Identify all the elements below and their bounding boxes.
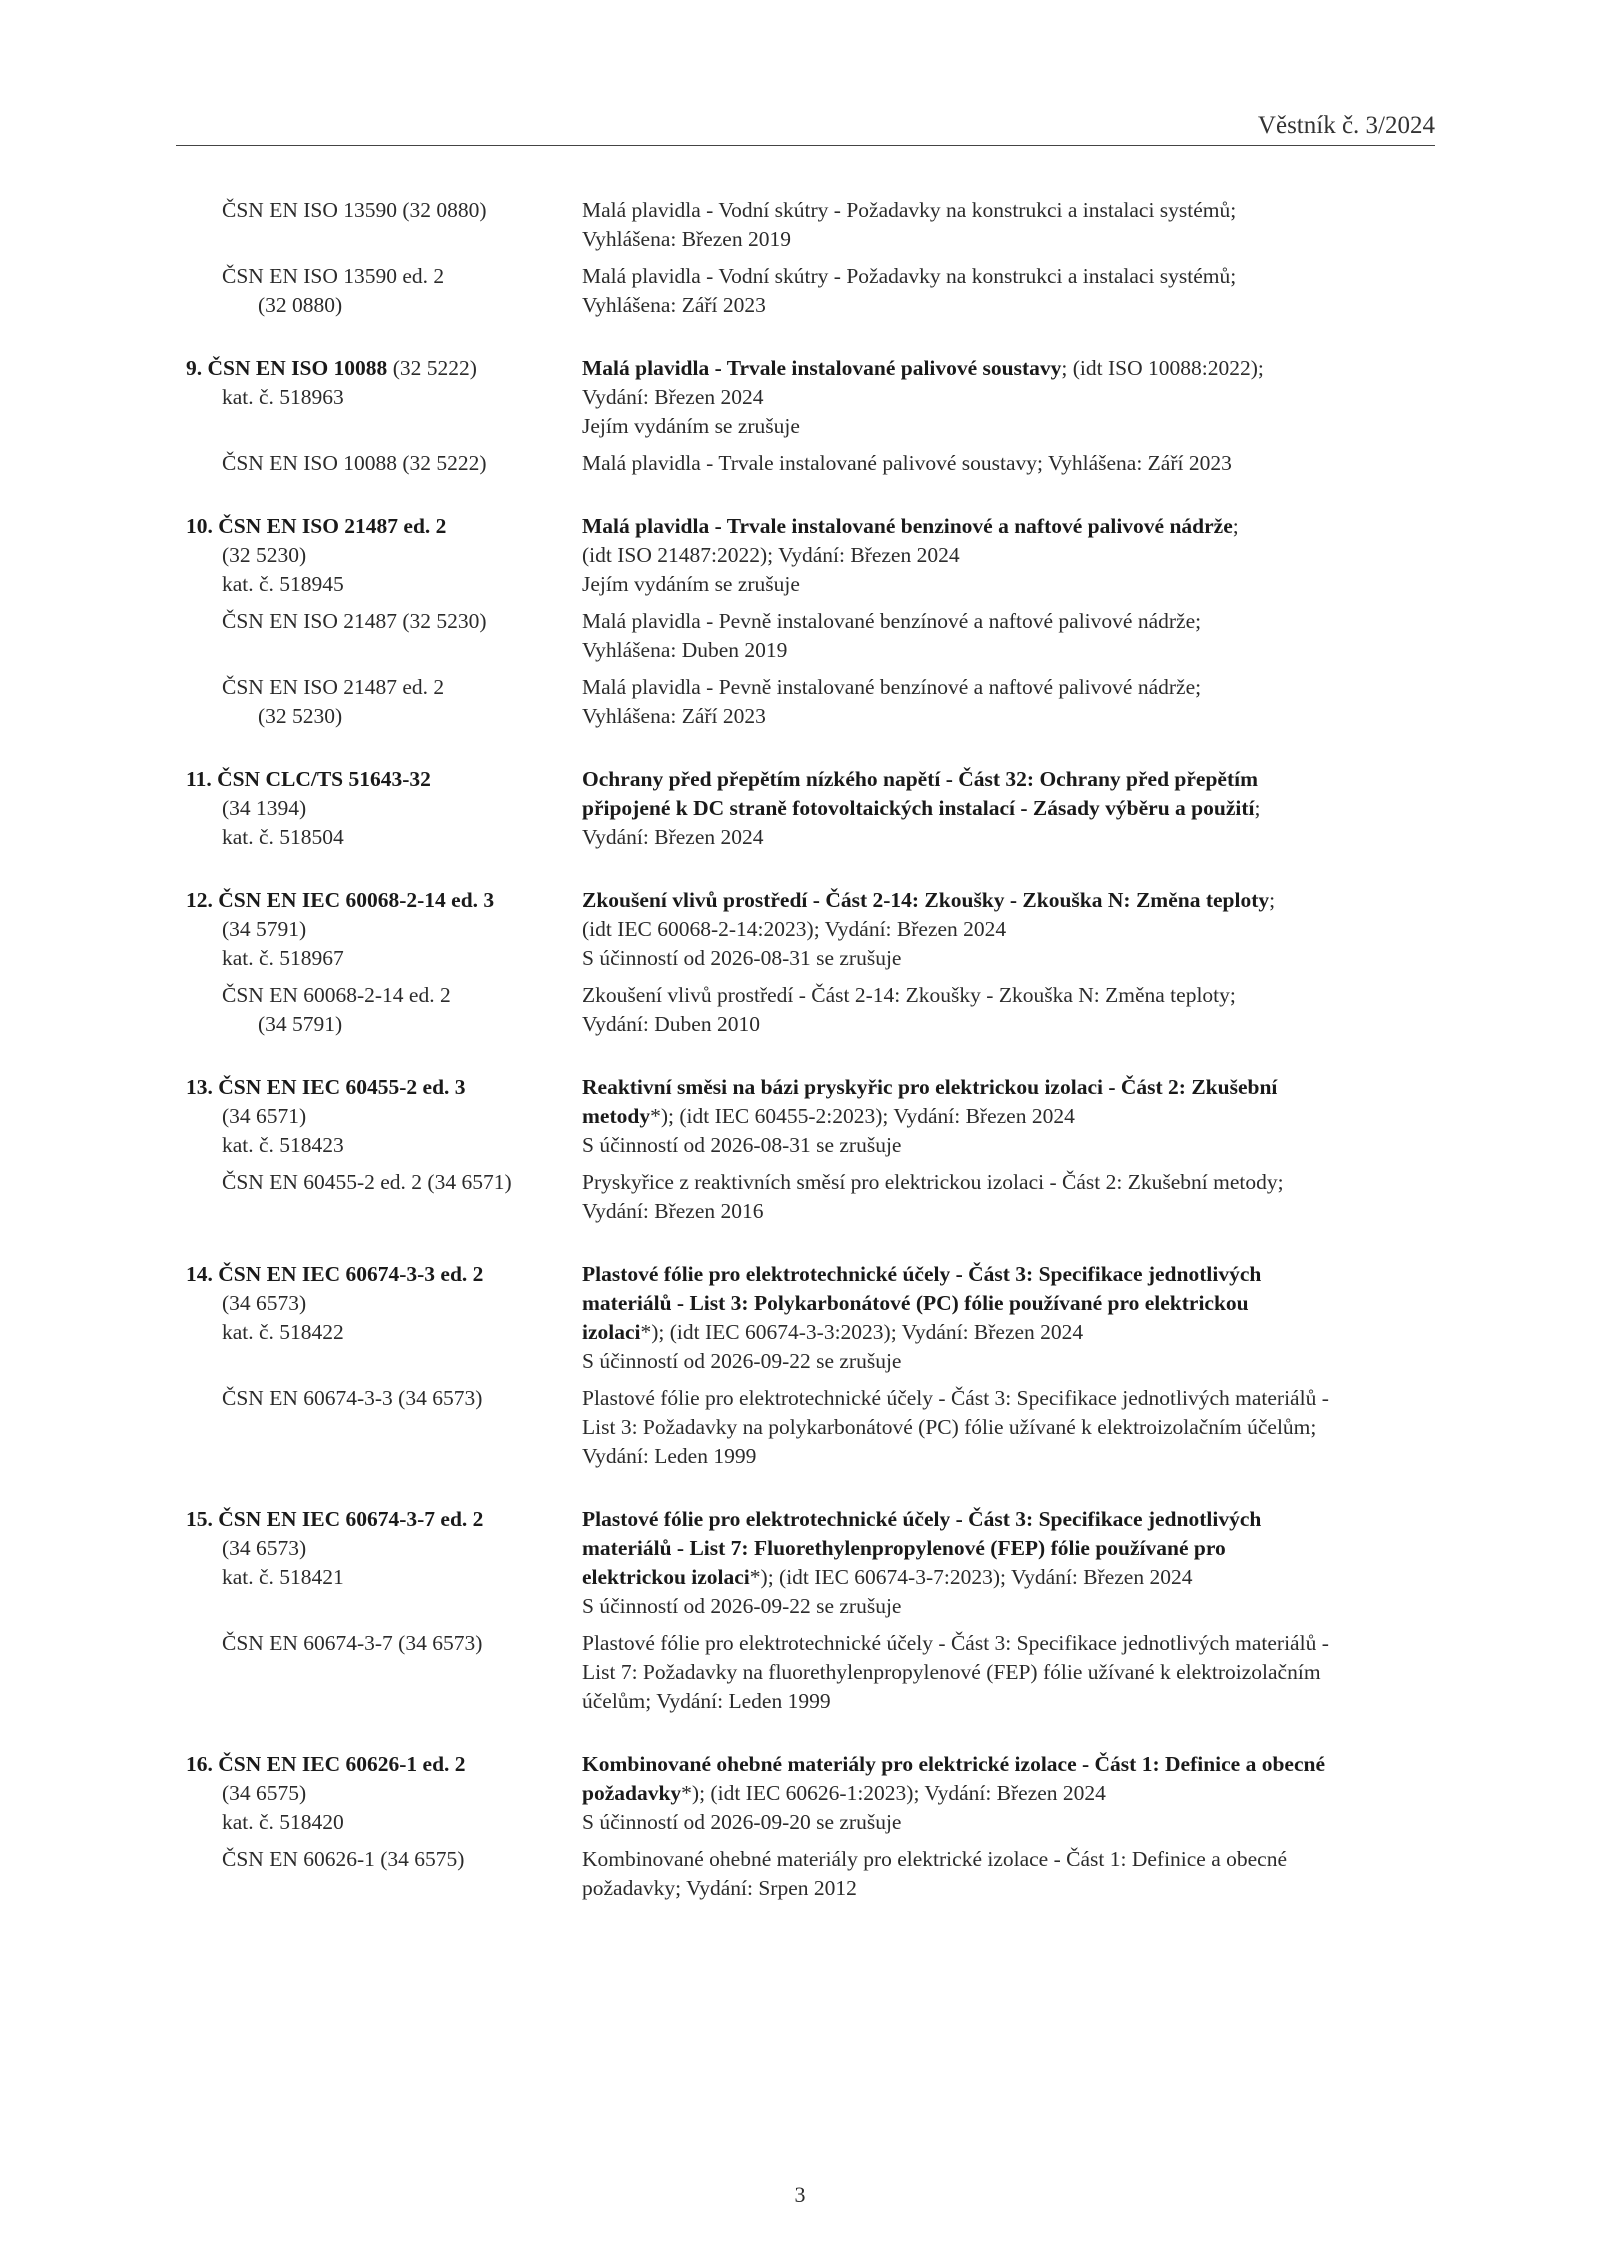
description-line bbox=[582, 1505, 1436, 1534]
description-line: Malá plavidla - Vodní skútry - Požadavky na konstrukci a instalaci systémů; bbox=[582, 264, 1237, 288]
entry-number: 15. bbox=[186, 1507, 213, 1531]
standard-entry bbox=[176, 765, 1436, 852]
entry-number: 12. bbox=[186, 888, 213, 912]
description-line: Vydání: Březen 2016 bbox=[582, 1199, 764, 1223]
description-line: Malá plavidla - Vodní skútry - Požadavky na konstrukci a instalaci systémů; bbox=[582, 198, 1237, 222]
description-line: Jejím vydáním se zrušuje bbox=[582, 572, 800, 596]
standard-code-line: (34 6573) bbox=[222, 1536, 307, 1560]
page-number: 3 bbox=[794, 2182, 806, 2207]
standard-heading-line bbox=[186, 765, 582, 794]
standard-entry bbox=[176, 1260, 1436, 1471]
standard-title: Ochrany před přepětím nízkého napětí - Část 32: Ochrany před přepětím bbox=[582, 767, 1259, 791]
description-line: Kombinované ohebné materiály pro elektrické izolace - Část 1: Definice a obecné bbox=[582, 1847, 1288, 1871]
new-standard-row bbox=[176, 354, 1436, 441]
entry-number: 10. bbox=[186, 514, 213, 538]
new-standard-row bbox=[176, 512, 1436, 599]
standard-title-suffix: ; bbox=[1269, 888, 1276, 912]
replaced-standard-description bbox=[582, 196, 1436, 254]
standard-title-suffix: ; bbox=[1254, 796, 1261, 820]
description-line: (idt IEC 60068-2-14:2023); Vydání: Březen 2024 bbox=[582, 917, 1007, 941]
standard-entry bbox=[176, 1073, 1436, 1226]
description-line: Zkoušení vlivů prostředí - Část 2-14: Zkoušky - Zkouška N: Změna teploty; bbox=[582, 983, 1236, 1007]
standard-code-line: ČSN EN ISO 13590 ed. 2 bbox=[222, 264, 445, 288]
standard-title: Reaktivní směsi na bázi pryskyřic pro elektrickou izolaci - Část 2: Zkušební bbox=[582, 1075, 1278, 1099]
replaced-standard-code bbox=[176, 607, 582, 665]
replaced-standard-row bbox=[176, 449, 1436, 478]
description-line: účelům; Vydání: Leden 1999 bbox=[582, 1689, 831, 1713]
entry-number: 13. bbox=[186, 1075, 213, 1099]
standard-heading-line bbox=[186, 1505, 582, 1534]
standard-title-suffix: *); (idt IEC 60674-3-7:2023); Vydání: Březen 2024 bbox=[749, 1565, 1193, 1589]
description-line: Plastové fólie pro elektrotechnické účely - Část 3: Specifikace jednotlivých materiálů - bbox=[582, 1631, 1329, 1655]
bulletin-title: Věstník č. 3/2024 bbox=[1257, 112, 1435, 139]
description-line: Vyhlášena: Duben 2019 bbox=[582, 638, 788, 662]
replaced-standard-description bbox=[582, 607, 1436, 665]
new-standard-code bbox=[176, 512, 582, 599]
description-line: Plastové fólie pro elektrotechnické účely - Část 3: Specifikace jednotlivých materiálů - bbox=[582, 1386, 1329, 1410]
description-line: Malá plavidla - Pevně instalované benzínové a naftové palivové nádrže; bbox=[582, 609, 1202, 633]
replaced-standard-code bbox=[176, 1168, 582, 1226]
standard-code: ČSN EN IEC 60455-2 ed. 3 bbox=[218, 1075, 466, 1099]
standard-entry bbox=[176, 196, 1436, 320]
standard-title-suffix: ; (idt ISO 10088:2022); bbox=[1061, 356, 1264, 380]
replaced-standard-row bbox=[176, 1384, 1436, 1471]
header-divider bbox=[176, 145, 1435, 146]
replaced-standard-row bbox=[176, 1629, 1436, 1716]
replaced-standard-description bbox=[582, 449, 1436, 478]
entry-number: 9. bbox=[186, 356, 203, 380]
standard-entry bbox=[176, 1750, 1436, 1903]
standard-code-line: (34 6573) bbox=[222, 1291, 307, 1315]
new-standard-code bbox=[176, 1073, 582, 1160]
standard-code-line: kat. č. 518422 bbox=[222, 1320, 344, 1344]
replaced-standard-row bbox=[176, 607, 1436, 665]
description-line: S účinností od 2026-08-31 se zrušuje bbox=[582, 1133, 902, 1157]
standard-code-line: ČSN EN ISO 10088 (32 5222) bbox=[222, 451, 487, 475]
description-line bbox=[582, 1073, 1436, 1102]
description-line: požadavky; Vydání: Srpen 2012 bbox=[582, 1876, 857, 1900]
description-line: Vyhlášena: Září 2023 bbox=[582, 704, 766, 728]
description-line: Vydání: Březen 2024 bbox=[582, 825, 764, 849]
description-line: Vydání: Leden 1999 bbox=[582, 1444, 757, 1468]
standard-code-line: (34 5791) bbox=[222, 917, 307, 941]
standard-title-suffix: *); (idt IEC 60455-2:2023); Vydání: Březen 2024 bbox=[650, 1104, 1075, 1128]
new-standard-description bbox=[582, 1073, 1436, 1160]
standard-heading-line bbox=[186, 886, 582, 915]
standard-title: metody bbox=[582, 1104, 651, 1128]
description-line: List 3: Požadavky na polykarbonátové (PC) fólie užívané k elektroizolačním účelům; bbox=[582, 1415, 1317, 1439]
standard-class-number: (32 5222) bbox=[387, 356, 477, 380]
standard-heading-line bbox=[186, 354, 582, 383]
standard-title: materiálů - List 3: Polykarbonátové (PC) fólie používané pro elektrickou bbox=[582, 1291, 1249, 1315]
description-line bbox=[582, 1318, 1436, 1347]
standards-list bbox=[176, 196, 1436, 1937]
new-standard-row bbox=[176, 886, 1436, 973]
description-line bbox=[582, 1260, 1436, 1289]
replaced-standard-description bbox=[582, 1384, 1436, 1471]
standard-title: izolaci bbox=[582, 1320, 641, 1344]
replaced-standard-description bbox=[582, 673, 1436, 731]
new-standard-description bbox=[582, 765, 1436, 852]
standard-title: Plastové fólie pro elektrotechnické účely - Část 3: Specifikace jednotlivých bbox=[582, 1262, 1262, 1286]
standard-code-line: (34 6571) bbox=[222, 1104, 307, 1128]
standard-code-line: kat. č. 518945 bbox=[222, 572, 344, 596]
replaced-standard-row bbox=[176, 673, 1436, 731]
new-standard-row bbox=[176, 1750, 1436, 1837]
description-line bbox=[582, 794, 1436, 823]
standard-code-line: (34 1394) bbox=[222, 796, 307, 820]
replaced-standard-code bbox=[176, 1629, 582, 1716]
standard-code-line: ČSN EN 60674-3-7 (34 6573) bbox=[222, 1631, 483, 1655]
standard-title: materiálů - List 7: Fluorethylenpropylenové (FEP) fólie používané pro bbox=[582, 1536, 1226, 1560]
standard-title: Malá plavidla - Trvale instalované palivové soustavy bbox=[582, 356, 1062, 380]
standard-heading-line bbox=[186, 1750, 582, 1779]
standard-code-line: kat. č. 518420 bbox=[222, 1810, 344, 1834]
description-line: Malá plavidla - Trvale instalované palivové soustavy; Vyhlášena: Září 2023 bbox=[582, 451, 1232, 475]
standard-code-line: kat. č. 518967 bbox=[222, 946, 344, 970]
replaced-standard-row bbox=[176, 262, 1436, 320]
standard-code-line: (32 0880) bbox=[258, 293, 343, 317]
replaced-standard-description bbox=[582, 1845, 1436, 1903]
new-standard-row bbox=[176, 1505, 1436, 1621]
description-line: Vydání: Duben 2010 bbox=[582, 1012, 760, 1036]
new-standard-description bbox=[582, 1750, 1436, 1837]
description-line bbox=[582, 1289, 1436, 1318]
standard-entry bbox=[176, 1505, 1436, 1716]
standard-title: Zkoušení vlivů prostředí - Část 2-14: Zkoušky - Zkouška N: Změna teploty bbox=[582, 888, 1270, 912]
new-standard-description bbox=[582, 886, 1436, 973]
description-line: Vyhlášena: Březen 2019 bbox=[582, 227, 791, 251]
standard-heading-line bbox=[186, 1260, 582, 1289]
description-line bbox=[582, 886, 1436, 915]
description-line: Vyhlášena: Září 2023 bbox=[582, 293, 766, 317]
standard-title-suffix: *); (idt IEC 60674-3-3:2023); Vydání: Březen 2024 bbox=[640, 1320, 1084, 1344]
replaced-standard-code bbox=[176, 1384, 582, 1471]
replaced-standard-code bbox=[176, 673, 582, 731]
standard-title: Kombinované ohebné materiály pro elektrické izolace - Část 1: Definice a obecné bbox=[582, 1752, 1326, 1776]
replaced-standard-row bbox=[176, 981, 1436, 1039]
standard-code-line: kat. č. 518421 bbox=[222, 1565, 344, 1589]
new-standard-code bbox=[176, 1750, 582, 1837]
description-line: S účinností od 2026-09-20 se zrušuje bbox=[582, 1810, 902, 1834]
new-standard-row bbox=[176, 765, 1436, 852]
new-standard-row bbox=[176, 1073, 1436, 1160]
standard-code-line: kat. č. 518423 bbox=[222, 1133, 344, 1157]
standard-code-line: ČSN EN 60068-2-14 ed. 2 bbox=[222, 983, 451, 1007]
entry-number: 14. bbox=[186, 1262, 213, 1286]
standard-heading-line bbox=[186, 512, 582, 541]
standard-code-line: ČSN EN 60626-1 (34 6575) bbox=[222, 1847, 465, 1871]
standard-code: ČSN EN IEC 60068-2-14 ed. 3 bbox=[218, 888, 495, 912]
description-line: (idt ISO 21487:2022); Vydání: Březen 2024 bbox=[582, 543, 960, 567]
standard-code-line: kat. č. 518963 bbox=[222, 385, 344, 409]
description-line bbox=[582, 512, 1436, 541]
replaced-standard-row bbox=[176, 1168, 1436, 1226]
standard-code-line: ČSN EN 60674-3-3 (34 6573) bbox=[222, 1386, 483, 1410]
description-line: Vydání: Březen 2024 bbox=[582, 385, 764, 409]
standard-code-line: kat. č. 518504 bbox=[222, 825, 344, 849]
new-standard-description bbox=[582, 1505, 1436, 1621]
standard-entry bbox=[176, 512, 1436, 731]
standard-code: ČSN EN IEC 60626-1 ed. 2 bbox=[218, 1752, 466, 1776]
standard-title-suffix: *); (idt IEC 60626-1:2023); Vydání: Březen 2024 bbox=[681, 1781, 1106, 1805]
replaced-standard-code bbox=[176, 196, 582, 254]
standard-code-line: (32 5230) bbox=[222, 543, 307, 567]
standard-code-line: (32 5230) bbox=[258, 704, 343, 728]
standard-code: ČSN EN ISO 21487 ed. 2 bbox=[218, 514, 447, 538]
standard-title: požadavky bbox=[582, 1781, 682, 1805]
replaced-standard-row bbox=[176, 1845, 1436, 1903]
standard-entry bbox=[176, 886, 1436, 1039]
standard-code: ČSN EN IEC 60674-3-3 ed. 2 bbox=[218, 1262, 484, 1286]
standard-code-line: ČSN EN ISO 21487 ed. 2 bbox=[222, 675, 445, 699]
description-line: S účinností od 2026-09-22 se zrušuje bbox=[582, 1349, 902, 1373]
description-line bbox=[582, 1102, 1436, 1131]
standard-code-line: ČSN EN ISO 21487 (32 5230) bbox=[222, 609, 487, 633]
standard-code-line: (34 5791) bbox=[258, 1012, 343, 1036]
standard-code-line: ČSN EN 60455-2 ed. 2 (34 6571) bbox=[222, 1170, 512, 1194]
description-line bbox=[582, 1750, 1436, 1779]
replaced-standard-description bbox=[582, 981, 1436, 1039]
standard-code: ČSN EN IEC 60674-3-7 ed. 2 bbox=[218, 1507, 484, 1531]
standard-code-line: ČSN EN ISO 13590 (32 0880) bbox=[222, 198, 487, 222]
description-line: S účinností od 2026-08-31 se zrušuje bbox=[582, 946, 902, 970]
new-standard-code bbox=[176, 354, 582, 441]
new-standard-code bbox=[176, 765, 582, 852]
description-line: S účinností od 2026-09-22 se zrušuje bbox=[582, 1594, 902, 1618]
replaced-standard-code bbox=[176, 981, 582, 1039]
standard-heading-line bbox=[186, 1073, 582, 1102]
description-line bbox=[582, 354, 1436, 383]
replaced-standard-code bbox=[176, 1845, 582, 1903]
new-standard-description bbox=[582, 512, 1436, 599]
standard-title: Plastové fólie pro elektrotechnické účely - Část 3: Specifikace jednotlivých bbox=[582, 1507, 1262, 1531]
description-line bbox=[582, 765, 1436, 794]
entry-number: 11. bbox=[186, 767, 212, 791]
new-standard-row bbox=[176, 1260, 1436, 1376]
standard-title: elektrickou izolaci bbox=[582, 1565, 750, 1589]
replaced-standard-code bbox=[176, 449, 582, 478]
description-line: Malá plavidla - Pevně instalované benzínové a naftové palivové nádrže; bbox=[582, 675, 1202, 699]
replaced-standard-code bbox=[176, 262, 582, 320]
description-line bbox=[582, 1563, 1436, 1592]
replaced-standard-row bbox=[176, 196, 1436, 254]
replaced-standard-description bbox=[582, 262, 1436, 320]
description-line bbox=[582, 1534, 1436, 1563]
new-standard-code bbox=[176, 886, 582, 973]
entry-number: 16. bbox=[186, 1752, 213, 1776]
new-standard-description bbox=[582, 354, 1436, 441]
description-line: List 7: Požadavky na fluorethylenpropylenové (FEP) fólie užívané k elektroizolačním bbox=[582, 1660, 1321, 1684]
new-standard-description bbox=[582, 1260, 1436, 1376]
standard-title: připojené k DC straně fotovoltaických instalací - Zásady výběru a použití bbox=[582, 796, 1255, 820]
description-line: Pryskyřice z reaktivních směsí pro elektrickou izolaci - Část 2: Zkušební metody; bbox=[582, 1170, 1284, 1194]
standard-entry bbox=[176, 354, 1436, 478]
standard-title: Malá plavidla - Trvale instalované benzinové a naftové palivové nádrže bbox=[582, 514, 1233, 538]
standard-code-line: (34 6575) bbox=[222, 1781, 307, 1805]
new-standard-code bbox=[176, 1260, 582, 1376]
standard-title-suffix: ; bbox=[1232, 514, 1239, 538]
replaced-standard-description bbox=[582, 1168, 1436, 1226]
description-line: Jejím vydáním se zrušuje bbox=[582, 414, 800, 438]
standard-code: ČSN EN ISO 10088 bbox=[207, 356, 388, 380]
replaced-standard-description bbox=[582, 1629, 1436, 1716]
standard-code: ČSN CLC/TS 51643-32 bbox=[217, 767, 431, 791]
new-standard-code bbox=[176, 1505, 582, 1621]
description-line bbox=[582, 1779, 1436, 1808]
